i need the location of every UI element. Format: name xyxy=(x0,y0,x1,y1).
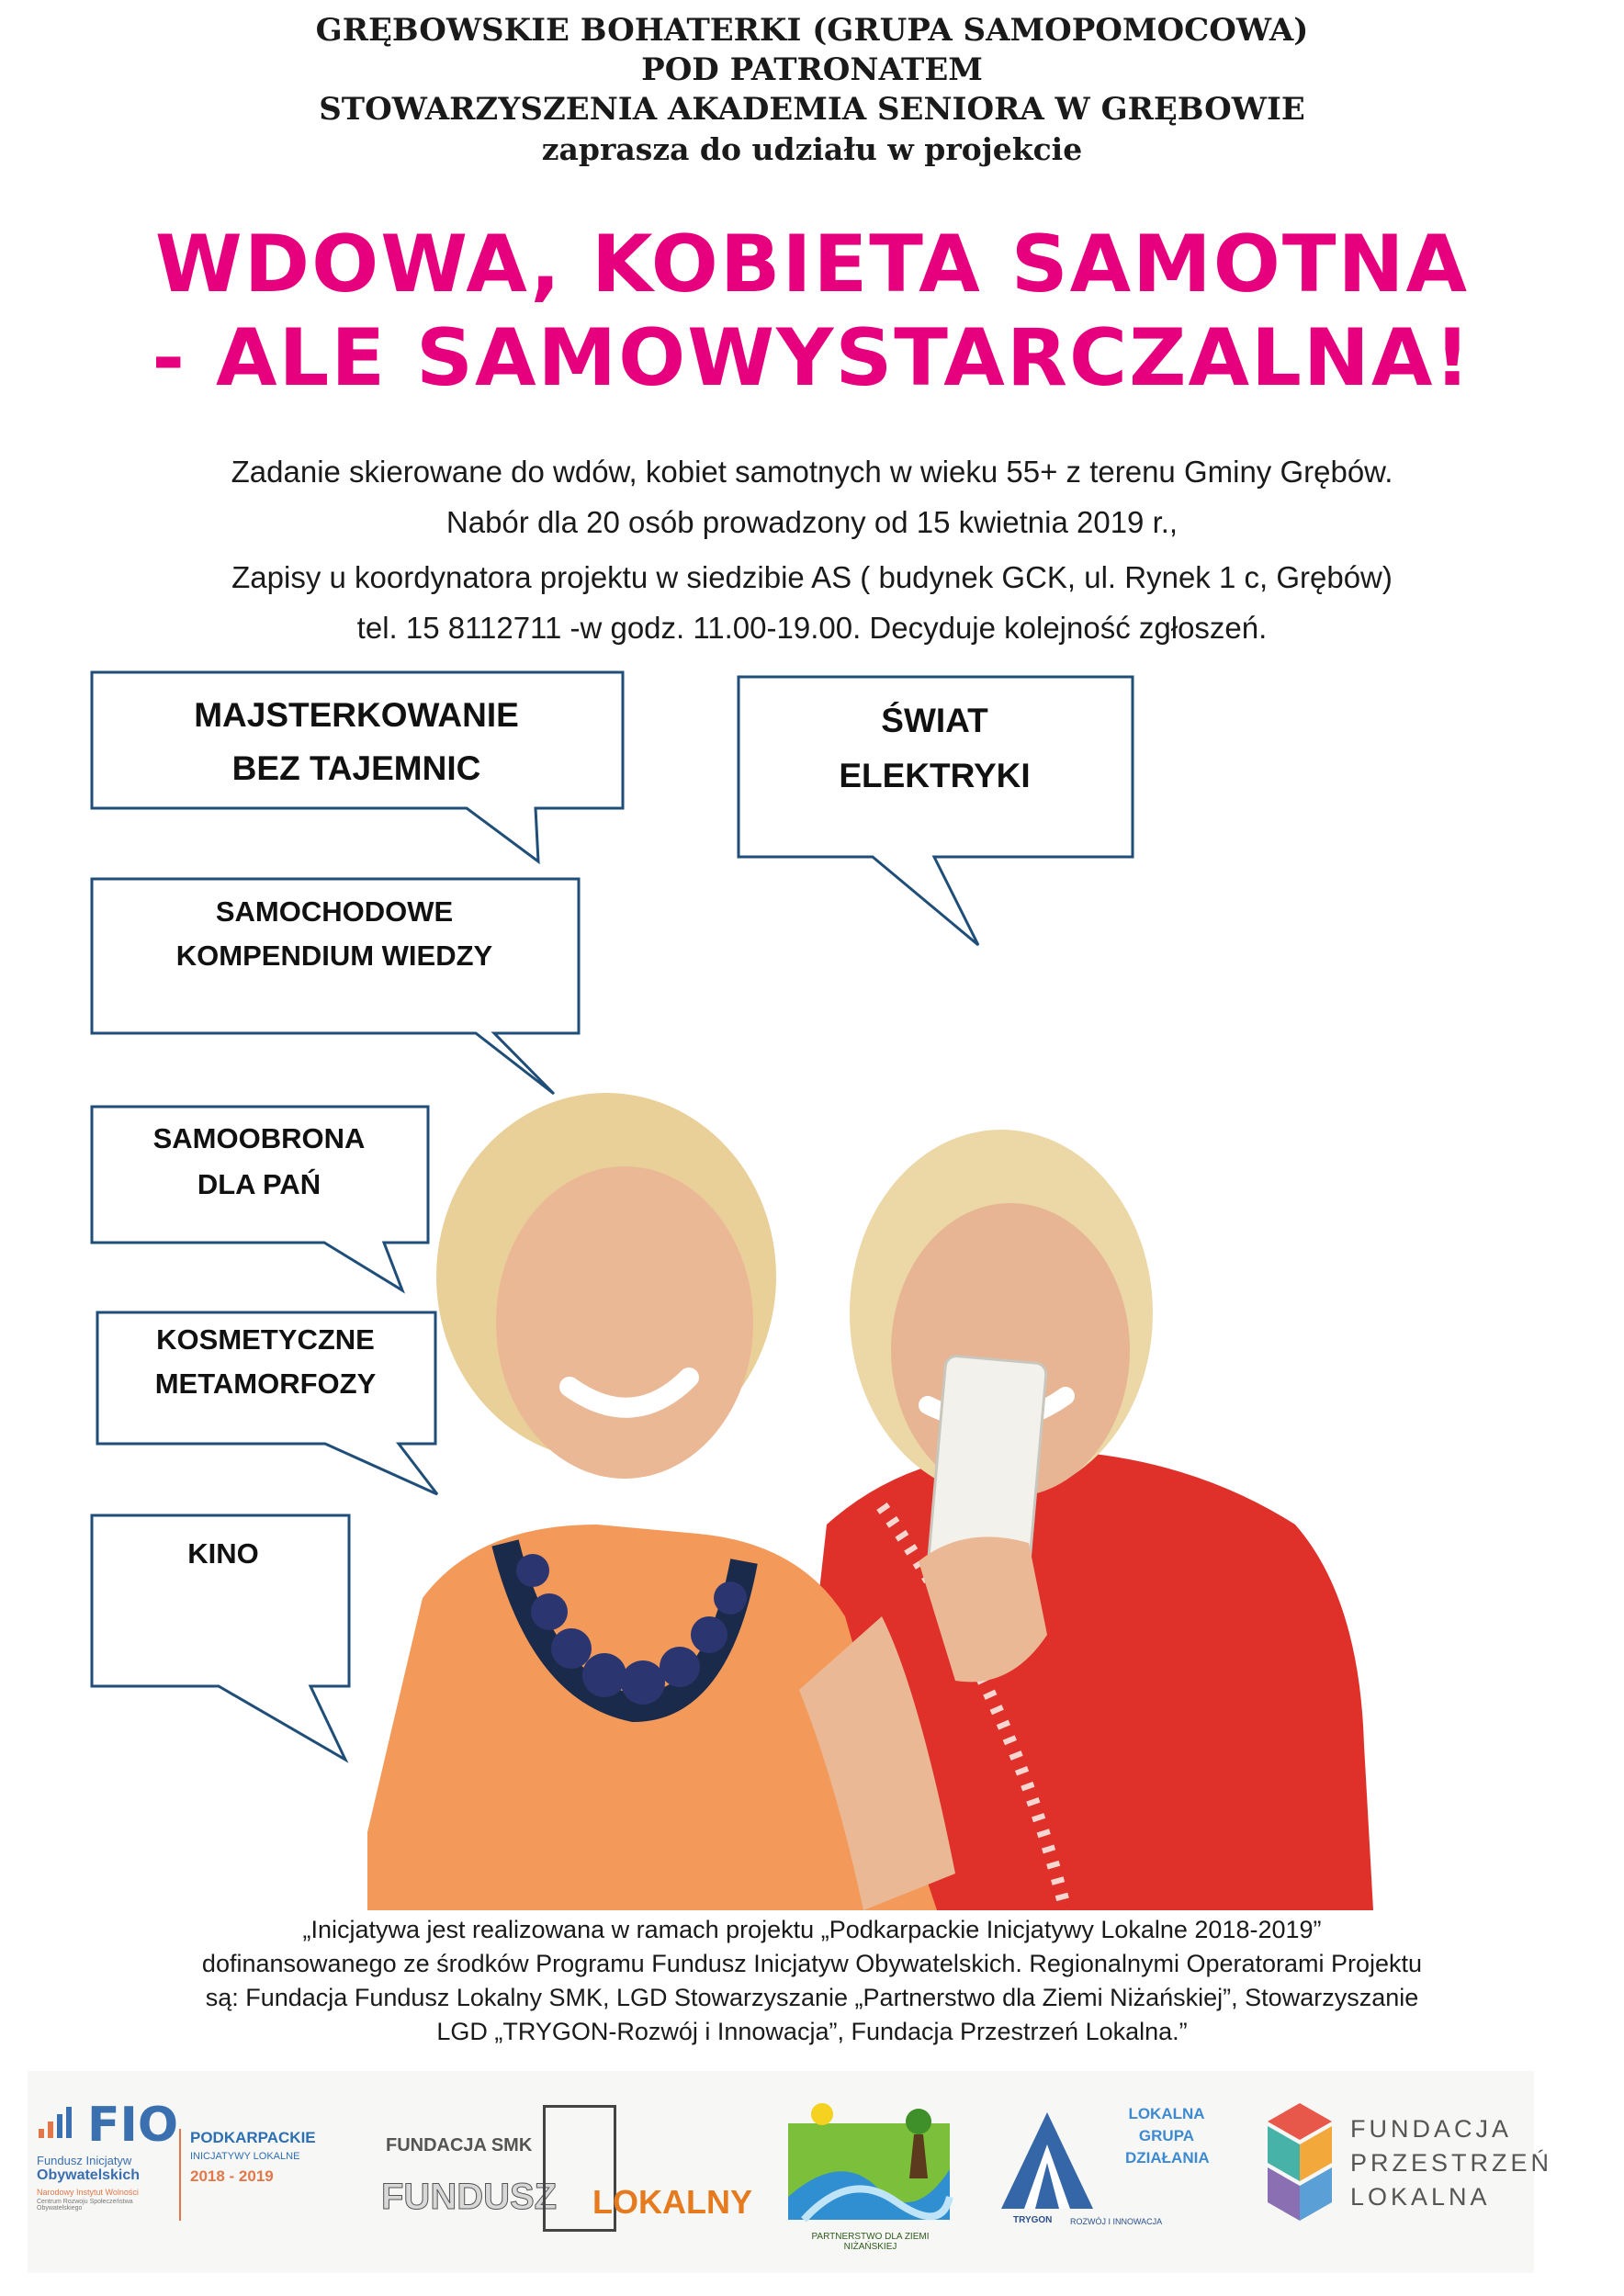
fio-abbr: FIO xyxy=(87,2098,179,2153)
footer-line-3: są: Fundacja Fundusz Lokalny SMK, LGD Stowarzyszanie „Partnerstwo dla Ziemi Niżańskiej”, Stowarzyszanie xyxy=(205,1984,1419,2011)
bubble-majsterkowanie-line-1: MAJSTERKOWANIE xyxy=(194,696,519,734)
fio-line-4: Centrum Rozwoju Społeczeństwa Obywatelskiego xyxy=(37,2199,133,2212)
pil-line-2: INICJATYWY LOKALNE xyxy=(190,2151,300,2162)
fio-logo xyxy=(37,2098,179,2287)
header-line-4: zaprasza do udziału w projekcie xyxy=(541,131,1083,167)
smk-line-2: FUNDUSZ xyxy=(381,2177,558,2217)
info-line-2: Nabór dla 20 osób prowadzony od 15 kwietnia 2019 r., xyxy=(445,505,1179,539)
info-line-4: tel. 15 8112711 -w godz. 11.00-19.00. Decyduje kolejność zgłoszeń. xyxy=(356,611,1268,645)
bubble-samochodowe-line-2: KOMPENDIUM WIEDZY xyxy=(175,940,493,972)
bubble-samoobrona xyxy=(90,1105,407,1292)
pzn-caption: PARTNERSTWO DLA ZIEMI NIŻAŃSKIEJ xyxy=(811,2232,930,2252)
fpl-line-1: FUNDACJA xyxy=(1350,2115,1513,2143)
bubble-kosmetyczne-line-2: METAMORFOZY xyxy=(154,1367,377,1400)
pil-line-1: PODKARPACKIE xyxy=(190,2129,316,2146)
bubble-majsterkowanie xyxy=(90,670,632,863)
trygon-line-2: GRUPA xyxy=(1138,2127,1195,2144)
fpl-hexagon-icon xyxy=(1258,2103,1341,2223)
bubble-kino xyxy=(90,1514,356,1761)
info-line-3: Zapisy u koordynatora projektu w siedzibie AS ( budynek GCK, ul. Rynek 1 c, Grębów) xyxy=(231,560,1393,594)
header-line-1: GRĘBOWSKIE BOHATERKI (GRUPA SAMOPOMOCOWA) xyxy=(315,12,1309,49)
pil-line-3: 2018 - 2019 xyxy=(190,2167,274,2185)
fio-line-2: Obywatelskich xyxy=(37,2167,141,2183)
header-line-3: STOWARZYSZENIA AKADEMIA SENIORA W GRĘBOWIE xyxy=(319,91,1305,128)
bubble-kino-line-1: KINO xyxy=(187,1537,259,1570)
bubble-swiat-line-2: ELEKTRYKI xyxy=(839,757,1031,794)
bubble-majsterkowanie-line-2: BEZ TAJEMNIC xyxy=(231,749,481,787)
trygon-line-3: DZIAŁANIA xyxy=(1125,2149,1210,2167)
bubble-swiat-elektryki xyxy=(737,675,1136,947)
footer-line-2: dofinansowanego ze środków Programu Fundusz Inicjatyw Obywatelskich. Regionalnymi Operatorami Projektu xyxy=(201,1950,1423,1977)
fpl-line-3: LOKALNA xyxy=(1350,2183,1491,2211)
fpl-line-2: PRZESTRZEŃ xyxy=(1350,2149,1553,2177)
trygon-mountain-icon xyxy=(997,2108,1098,2227)
pzn-landscape-icon xyxy=(785,2096,955,2224)
bubble-swiat-line-1: ŚWIAT xyxy=(881,702,988,739)
header-line-2: POD PATRONATEM xyxy=(641,51,983,88)
info-line-1: Zadanie skierowane do wdów, kobiet samotnych w wieku 55+ z terenu Gminy Grębów. xyxy=(231,455,1393,489)
trygon-line-1: LOKALNA xyxy=(1128,2105,1205,2122)
footer-line-4: LGD „TRYGON-Rozwój i Innowacja”, Fundacja Przestrzeń Lokalna.” xyxy=(436,2018,1188,2045)
trygon-tag: ROZWÓJ I INNOWACJA xyxy=(1070,2217,1163,2226)
fio-line-3: Narodowy Instytut Wolności xyxy=(37,2188,139,2197)
title-line-2: - ALE SAMOWYSTARCZALNA! xyxy=(152,312,1472,404)
bubble-kosmetyczne-line-1: KOSMETYCZNE xyxy=(156,1323,375,1356)
smk-line-1: FUNDACJA SMK xyxy=(386,2135,533,2155)
bubble-samochodowe-line-1: SAMOCHODOWE xyxy=(215,895,454,928)
pzn-logo xyxy=(785,2096,955,2252)
title-line-1: WDOWA, KOBIETA SAMOTNA xyxy=(154,219,1470,310)
pil-logo xyxy=(179,2129,346,2221)
fpl-logo xyxy=(1258,2103,1553,2232)
smk-line-3: LOKALNY xyxy=(592,2183,752,2221)
seniors-photo xyxy=(367,1047,1562,1910)
footer-line-1: „Inicjatywa jest realizowana w ramach projektu „Podkarpackie Inicjatywy Lokalne 2018-2019” xyxy=(302,1916,1322,1943)
smk-fundusz-lokalny-logo xyxy=(381,2105,752,2234)
bubble-samoobrona-line-1: SAMOOBRONA xyxy=(152,1122,366,1154)
bubble-kosmetyczne xyxy=(96,1311,445,1498)
trygon-logo xyxy=(997,2103,1208,2241)
bubble-samochodowe xyxy=(90,877,558,1097)
trygon-name: TRYGON xyxy=(1013,2215,1053,2225)
fio-line-1: Fundusz Inicjatyw xyxy=(37,2154,132,2167)
bubble-samoobrona-line-2: DLA PAŃ xyxy=(197,1168,321,1200)
